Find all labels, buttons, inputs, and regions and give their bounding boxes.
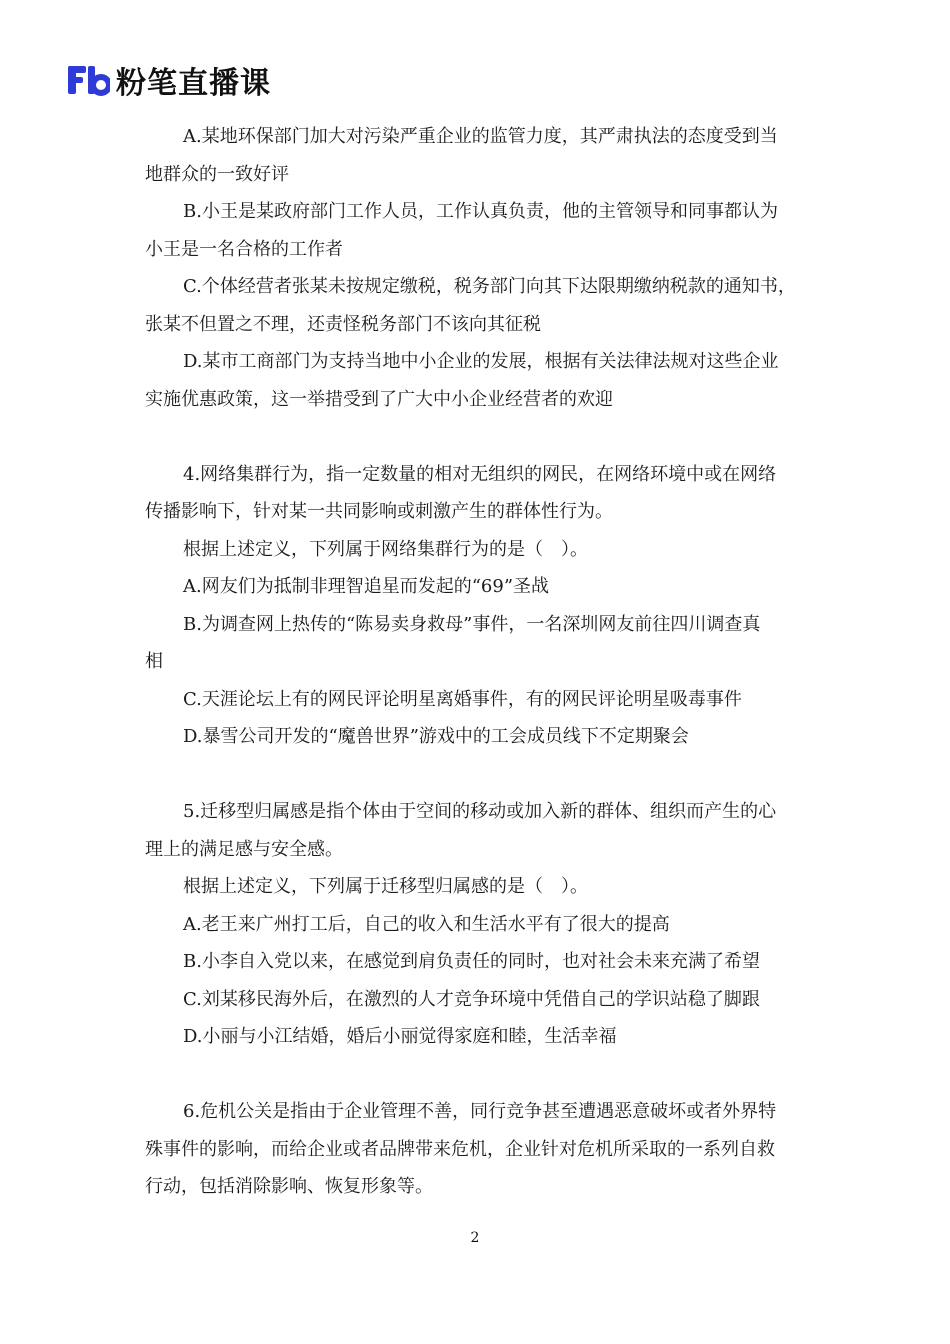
question-4-prompt: 根据上述定义，下列属于网络集群行为的是（ ）。 xyxy=(183,538,588,560)
text-line: B.小王是某政府部门工作人员，工作认真负责，他的主管领导和同事都认为 xyxy=(183,201,778,222)
page-number: 2 xyxy=(470,1230,480,1246)
text-line: 小王是一名合格的工作者 xyxy=(145,238,343,260)
spacer xyxy=(145,418,815,456)
question-5-line: 5.迁移型归属感是指个体由于空间的移动或加入新的群体、组织而产生的心 xyxy=(183,801,777,822)
question-4-line: 4.网络集群行为，指一定数量的相对无组织的网民，在网络环境中或在网络 xyxy=(183,463,777,485)
question-5-option-c: C.刘某移民海外后，在激烈的人才竞争环境中凭借自己的学识站稳了脚跟 xyxy=(183,988,760,1010)
logo-text: 粉笔直播课 xyxy=(116,66,271,101)
document-body xyxy=(145,118,815,1206)
spacer xyxy=(145,756,815,794)
question-4-option-a: A.网友们为抵制非理智追星而发起的“69”圣战 xyxy=(183,576,550,597)
question-6-line: 殊事件的影响，而给企业或者品牌带来危机，企业针对危机所采取的一系列自救 xyxy=(145,1138,775,1160)
question-5-line: 理上的满足感与安全感。 xyxy=(145,838,343,860)
text-line: 张某不但置之不理，还责怪税务部门不该向其征税 xyxy=(145,313,541,335)
text-line: 地群众的一致好评 xyxy=(145,163,289,185)
question-5-option-d: D.小丽与小江结婚，婚后小丽觉得家庭和睦，生活幸福 xyxy=(183,1026,617,1047)
header xyxy=(68,60,271,100)
question-4-option-b: 相 xyxy=(145,651,163,672)
question-4-option-b: B.为调查网上热传的“陈易卖身救母”事件，一名深圳网友前往四川调查真 xyxy=(183,613,761,635)
question-4-option-c: C.天涯论坛上有的网民评论明星离婚事件，有的网民评论明星吸毒事件 xyxy=(183,688,742,710)
question-6-line: 行动，包括消除影响、恢复形象等。 xyxy=(145,1176,433,1197)
text-line: 实施优惠政策，这一举措受到了广大中小企业经营者的欢迎 xyxy=(145,388,613,410)
text-line: D.某市工商部门为支持当地中小企业的发展，根据有关法律法规对这些企业 xyxy=(183,351,779,372)
spacer xyxy=(145,1056,815,1094)
text-line: A.某地环保部门加大对污染严重企业的监管力度，其严肃执法的态度受到当 xyxy=(183,126,778,147)
question-5-option-b: B.小李自入党以来，在感觉到肩负责任的同时，也对社会未来充满了希望 xyxy=(183,951,760,972)
question-5-prompt: 根据上述定义，下列属于迁移型归属感的是（ ）。 xyxy=(183,876,588,897)
question-4-line: 传播影响下，针对某一共同影响或刺激产生的群体性行为。 xyxy=(145,501,613,522)
question-6-line: 6.危机公关是指由于企业管理不善，同行竞争甚至遭遇恶意破坏或者外界特 xyxy=(183,1101,777,1122)
fb-logo-icon xyxy=(68,64,110,96)
text-line: C.个体经营者张某未按规定缴税，税务部门向其下达限期缴纳税款的通知书， xyxy=(183,276,796,297)
question-5-option-a: A.老王来广州打工后，自己的收入和生活水平有了很大的提高 xyxy=(183,913,670,935)
question-4-option-d: D.暴雪公司开发的“魔兽世界”游戏中的工会成员线下不定期聚会 xyxy=(183,726,689,747)
